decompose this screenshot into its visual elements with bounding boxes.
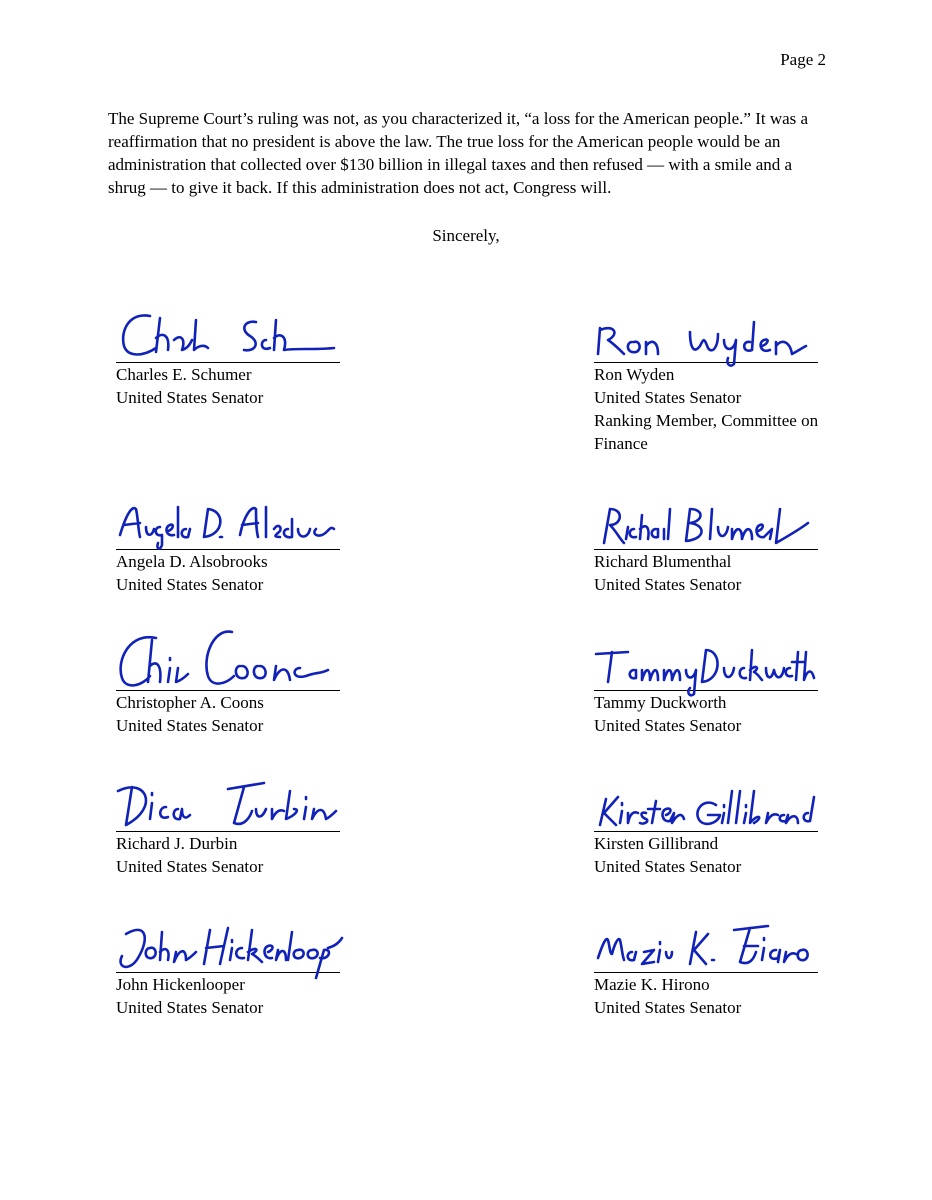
handwritten-signature-hirono	[594, 918, 818, 978]
signer-name: Charles E. Schumer	[116, 365, 252, 384]
signature-block-durbin	[116, 779, 340, 878]
signature-block-hirono	[594, 920, 818, 1019]
handwritten-signature-duckworth	[594, 636, 818, 696]
page-number: Page 2	[780, 50, 826, 69]
signer-role: Ranking Member, Committee on Finance	[594, 411, 819, 453]
signer-name: Mazie K. Hirono	[594, 975, 710, 994]
signer-name: Ron Wyden	[594, 365, 675, 384]
handwritten-signature-alsobrooks	[116, 495, 340, 555]
signer-name: Christopher A. Coons	[116, 693, 264, 712]
handwritten-signature-schumer	[116, 308, 340, 368]
signer-name: Richard J. Durbin	[116, 834, 238, 853]
signature-line	[594, 779, 818, 832]
signature-line	[594, 497, 818, 550]
signer-name: Kirsten Gillibrand	[594, 834, 719, 853]
signature-line	[116, 310, 340, 363]
signer-title: United States Senator	[594, 575, 742, 594]
signer-title: United States Senator	[116, 716, 264, 735]
signer-title: United States Senator	[594, 716, 742, 735]
signer-name: Angela D. Alsobrooks	[116, 552, 268, 571]
signature-block-gillibrand	[594, 779, 818, 878]
handwritten-signature-durbin	[116, 777, 340, 837]
signer-name: Tammy Duckworth	[594, 693, 727, 712]
signer-title: United States Senator	[594, 998, 742, 1017]
signer-name: Richard Blumenthal	[594, 552, 732, 571]
letter-paragraph: The Supreme Court’s ruling was not, as you characterized it, “a loss for the American people.” It was a reaffirmation that no president is above the law. The true loss for the American people would be an administration that collected over $130 billion in illegal taxes and then refused — with a smile and a shrug — to give it back. If this administration does not act, Congress will.	[108, 109, 809, 197]
handwritten-signature-wyden	[594, 308, 818, 368]
signer-title: United States Senator	[594, 857, 742, 876]
signer-title: United States Senator	[594, 388, 742, 407]
signature-block-alsobrooks	[116, 497, 340, 596]
signature-line	[116, 497, 340, 550]
signer-title: United States Senator	[116, 998, 264, 1017]
signature-block-hickenlooper	[116, 920, 340, 1019]
signature-line	[594, 310, 818, 363]
signature-line	[594, 638, 818, 691]
signer-title: United States Senator	[116, 575, 264, 594]
signer-title: United States Senator	[116, 388, 264, 407]
signature-line	[116, 638, 340, 691]
closing-salutation: Sincerely,	[432, 226, 500, 245]
signer-title: United States Senator	[116, 857, 264, 876]
signature-line	[116, 779, 340, 832]
handwritten-signature-gillibrand	[594, 777, 818, 837]
handwritten-signature-coons	[116, 636, 340, 696]
signer-name: John Hickenlooper	[116, 975, 245, 994]
signature-block-duckworth	[594, 638, 818, 737]
signature-line	[116, 920, 340, 973]
signature-block-schumer	[116, 310, 340, 409]
handwritten-signature-hickenlooper	[116, 918, 340, 978]
signature-line	[594, 920, 818, 973]
signature-block-wyden	[594, 310, 818, 455]
handwritten-signature-blumenthal	[594, 495, 818, 555]
signature-block-blumenthal	[594, 497, 818, 596]
signature-block-coons	[116, 638, 340, 737]
